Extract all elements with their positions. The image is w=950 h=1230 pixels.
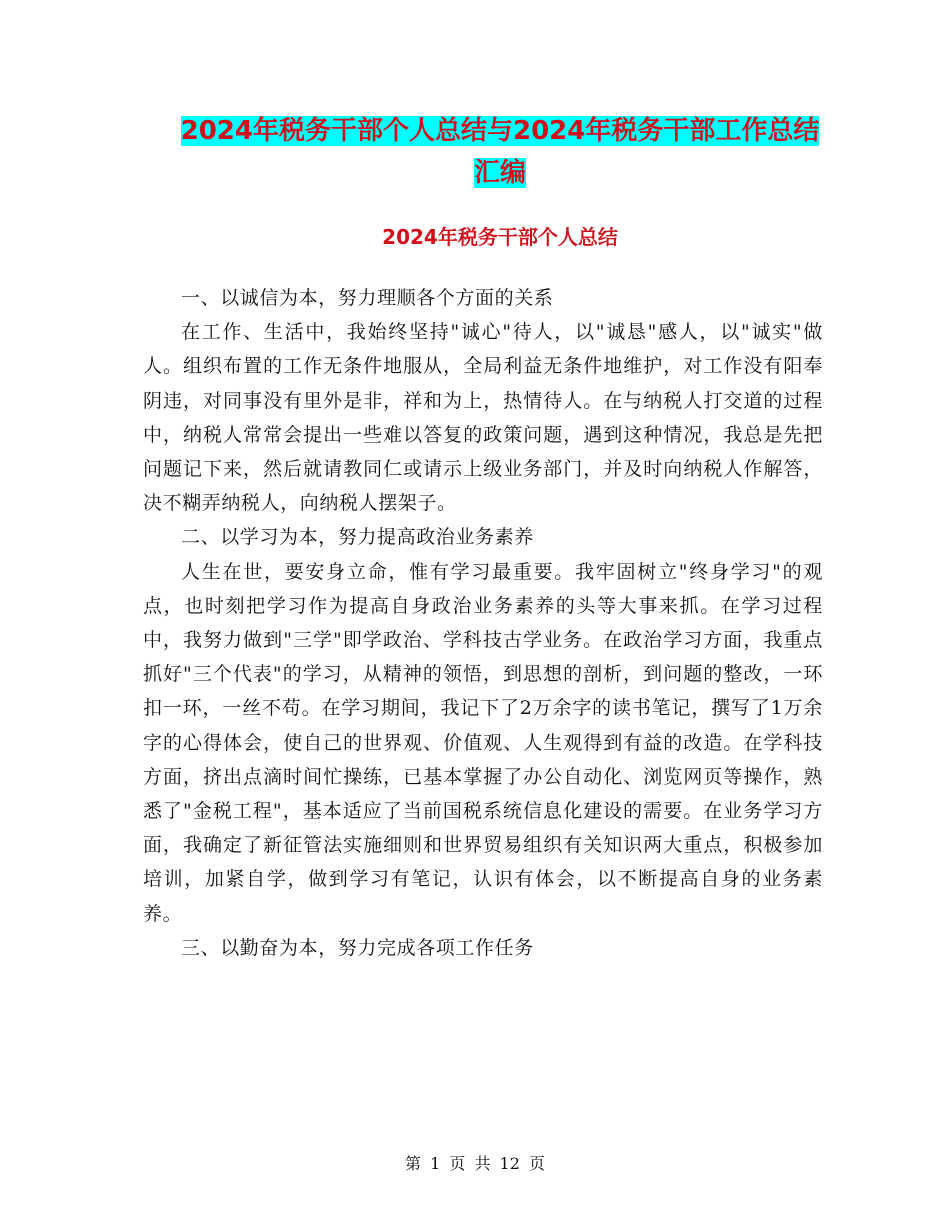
paragraph-study: 人生在世，要安身立命，惟有学习最重要。我牢固树立"终身学习"的观点，也时刻把学习作为提高自身政治业务素养的头等大事来抓。在学习过程中，我努力做到"三学"即学政治、学科技古学业务。在政治学习方面，我重点抓好"三个代表"的学习，从精神的领悟，到思想的剖析，到问题的整改，一环扣一环，一丝不苟。在学习期间，我记下了2万余字的读书笔记，撰写了1万余字的心得体会，使自己的世界观、价值观、人生观得到有益的改造。在学科技方面，挤出点滴时间忙操练，已基本掌握了办公自动化、浏览网页等操作，熟悉了"金税工程"，基本适应了当前国税系统信息化建设的需要。在业务学习方面，我确定了新征管法实施细则和世界贸易组织有关知识两大重点，积极参加培训，加紧自学，做到学习有笔记，认识有体会，以不断提高自身的业务素养。 [143, 560, 823, 925]
document-title-line-2: 汇编 [473, 158, 526, 188]
heading-one: 一、以诚信为本，努力理顺各个方面的关系 [181, 287, 554, 309]
document-title [140, 110, 860, 194]
document-body [143, 281, 823, 965]
heading-three: 三、以勤奋为本，努力完成各项工作任务 [181, 936, 534, 959]
page-number-footer: 第 1 页 共 12 页 [405, 1154, 545, 1173]
heading-two: 二、以学习为本，努力提高政治业务素养 [181, 526, 534, 549]
section-title: 2024年税务干部个人总结 [382, 225, 618, 249]
paragraph-integrity: 在工作、生活中，我始终坚持"诚心"待人，以"诚恳"感人，以"诚实"做人。组织布置的工作无条件地服从，全局利益无条件地维护，对工作没有阳奉阴违，对同事没有里外是非，祥和为上，热情待人。在与纳税人打交道的过程中，纳税人常常会提出一些难以答复的政策问题，遇到这种情况，我总是先把问题记下来，然后就请教同仁或请示上级业务部门，并及时向纳税人作解答，决不糊弄纳税人，向纳税人摆架子。 [143, 321, 823, 515]
document-title-line-1: 2024年税务干部个人总结与2024年税务干部工作总结 [180, 116, 820, 146]
